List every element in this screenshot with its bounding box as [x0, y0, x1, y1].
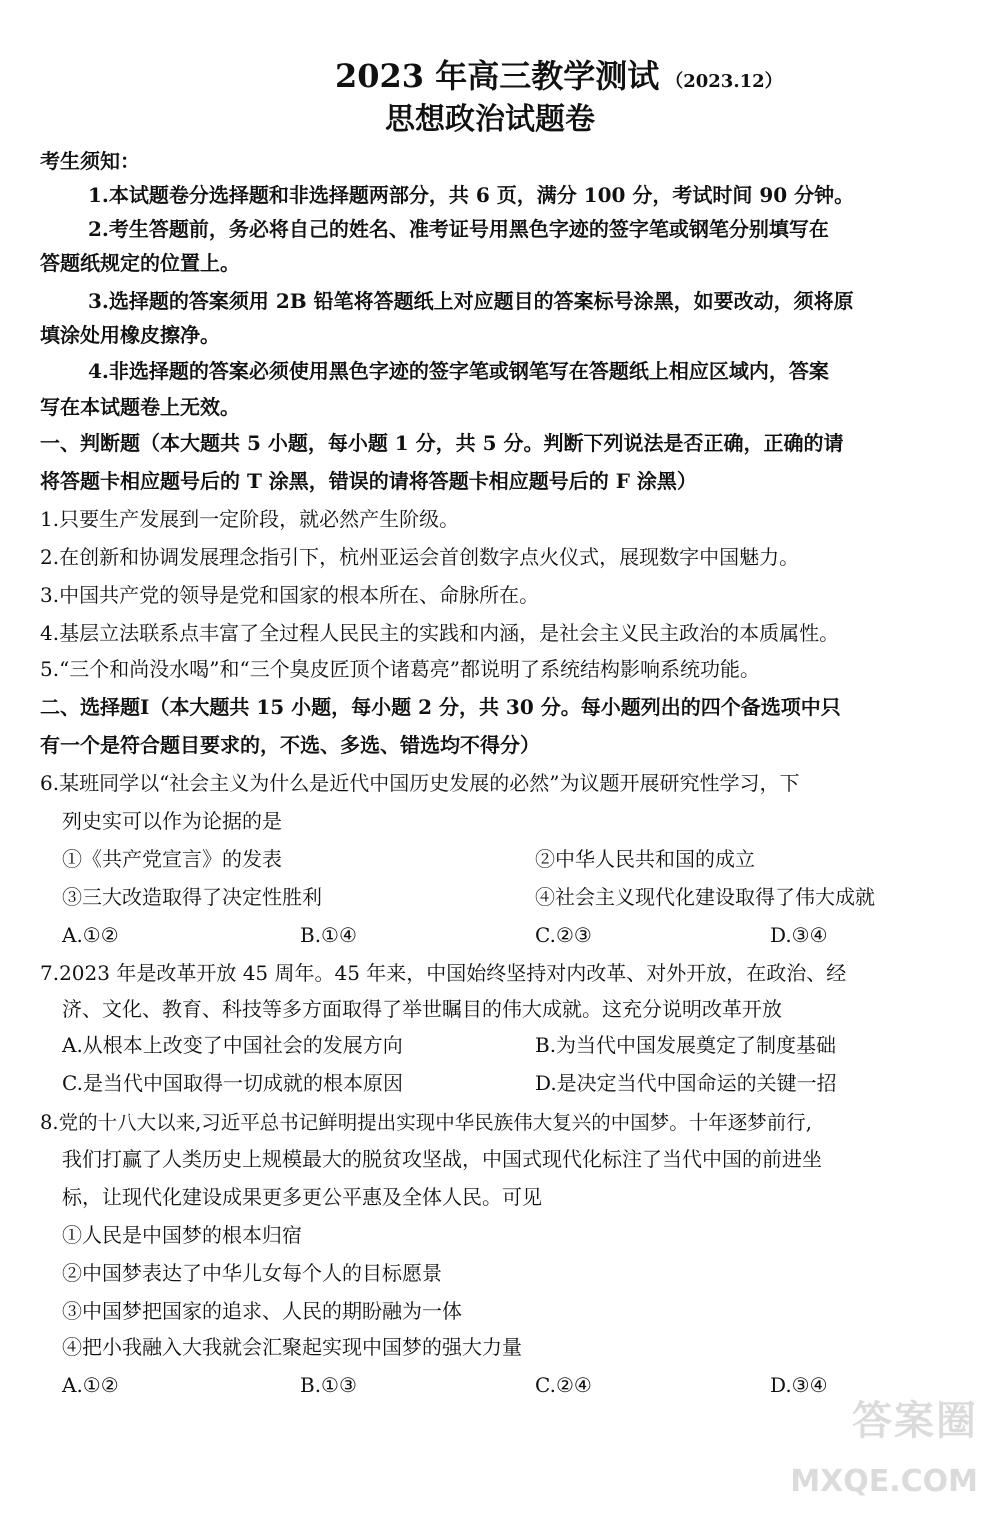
notice-heading: 考生须知： — [40, 149, 140, 173]
q7-choice-b: B.为当代中国发展奠定了制度基础 — [535, 1033, 837, 1057]
q6-option-2: ②中华人民共和国的成立 — [535, 847, 755, 871]
notice-line-2: 2.考生答题前，务必将自己的姓名、准考证号用黑色字迹的签字笔或钢笔分别填写在 — [88, 217, 829, 241]
q8-stem-line2: 我们打赢了人类历史上规模最大的脱贫攻坚战，中国式现代化标注了当代中国的前进坐 — [62, 1147, 822, 1171]
watermark-en: MXQE.COM — [790, 1464, 978, 1499]
q6-stem-line2: 列史实可以作为论据的是 — [62, 809, 282, 833]
q6-option-1: ①《共产党宣言》的发表 — [62, 847, 282, 871]
q8-choice-c: C.②④ — [535, 1373, 592, 1397]
section2-heading-line1: 二、选择题Ⅰ（本大题共 15 小题，每小题 2 分，共 30 分。每小题列出的四个备选项中只 — [40, 695, 841, 719]
q8-stem-line3: 标，让现代化建设成果更多更公平惠及全体人民。可见 — [62, 1185, 542, 1209]
q8-option-1: ①人民是中国梦的根本归宿 — [62, 1223, 302, 1247]
judge-item-3: 3.中国共产党的领导是党和国家的根本所在、命脉所在。 — [40, 583, 540, 607]
watermark-cn: 答案圈 — [852, 1398, 978, 1444]
section1-heading-line2: 将答题卡相应题号后的 T 涂黑，错误的请将答题卡相应题号后的 F 涂黑） — [40, 469, 697, 493]
title-text: 2023 年高三教学测试 — [335, 57, 660, 95]
q8-stem-line1: 8.党的十八大以来,习近平总书记鲜明提出实现中华民族伟大复兴的中国梦。十年逐梦前行, — [40, 1111, 813, 1134]
q8-option-2: ②中国梦表达了中华儿女每个人的目标愿景 — [62, 1261, 442, 1285]
notice-line-1: 1.本试题卷分选择题和非选择题两部分，共 6 页，满分 100 分，考试时间 90 分钟。 — [88, 183, 855, 207]
q7-choice-d: D.是决定当代中国命运的关键一招 — [535, 1071, 837, 1095]
judge-item-2: 2.在创新和协调发展理念指引下，杭州亚运会首创数字点火仪式，展现数字中国魅力。 — [40, 545, 800, 569]
judge-item-1: 1.只要生产发展到一定阶段，就必然产生阶级。 — [40, 507, 460, 531]
q7-stem-line2: 济、文化、教育、科技等多方面取得了举世瞩目的伟大成就。这充分说明改革开放 — [62, 997, 782, 1021]
page-title — [335, 56, 783, 102]
q6-choice-b: B.①④ — [300, 923, 357, 947]
q6-choice-a: A.①② — [62, 923, 119, 947]
page-subtitle: 思想政治试题卷 — [385, 102, 595, 137]
q7-stem-line1: 7.2023 年是改革开放 45 周年。45 年来，中国始终坚持对内改革、对外开放，在政治、经 — [40, 961, 847, 985]
q6-choice-d: D.③④ — [770, 923, 828, 947]
notice-line-6: 4.非选择题的答案必须使用黑色字迹的签字笔或钢笔写在答题纸上相应区域内，答案 — [88, 359, 829, 383]
q6-option-4: ④社会主义现代化建设取得了伟大成就 — [535, 885, 875, 909]
judge-item-5: 5.“三个和尚没水喝”和“三个臭皮匠顶个诸葛亮”都说明了系统结构影响系统功能。 — [40, 657, 760, 681]
q8-option-4: ④把小我融入大我就会汇聚起实现中国梦的强大力量 — [62, 1335, 522, 1359]
section2-heading-line2: 有一个是符合题目要求的，不选、多选、错选均不得分） — [40, 733, 540, 757]
notice-line-5: 填涂处用橡皮擦净。 — [40, 323, 220, 347]
q8-choice-b: B.①③ — [300, 1373, 357, 1397]
notice-line-7: 写在本试题卷上无效。 — [40, 395, 240, 419]
q6-choice-c: C.②③ — [535, 923, 592, 947]
notice-line-4: 3.选择题的答案须用 2B 铅笔将答题纸上对应题目的答案标号涂黑，如要改动，须将原 — [88, 289, 854, 313]
q7-choice-c: C.是当代中国取得一切成就的根本原因 — [62, 1071, 403, 1095]
judge-item-4: 4.基层立法联系点丰富了全过程人民民主的实践和内涵，是社会主义民主政治的本质属性。 — [40, 621, 840, 645]
watermark-logo — [788, 1389, 978, 1499]
q8-choice-d: D.③④ — [770, 1373, 828, 1397]
q8-choice-a: A.①② — [62, 1373, 119, 1397]
q6-option-3: ③三大改造取得了决定性胜利 — [62, 885, 322, 909]
q8-option-3: ③中国梦把国家的追求、人民的期盼融为一体 — [62, 1299, 462, 1323]
title-date: （2023.12） — [665, 71, 783, 92]
notice-line-3: 答题纸规定的位置上。 — [40, 251, 240, 275]
section1-heading-line1: 一、判断题（本大题共 5 小题，每小题 1 分，共 5 分。判断下列说法是否正确，正确的请 — [40, 431, 844, 455]
q7-choice-a: A.从根本上改变了中国社会的发展方向 — [62, 1033, 403, 1057]
q6-stem-line1: 6.某班同学以“社会主义为什么是近代中国历史发展的必然”为议题开展研究性学习，下 — [40, 771, 800, 795]
